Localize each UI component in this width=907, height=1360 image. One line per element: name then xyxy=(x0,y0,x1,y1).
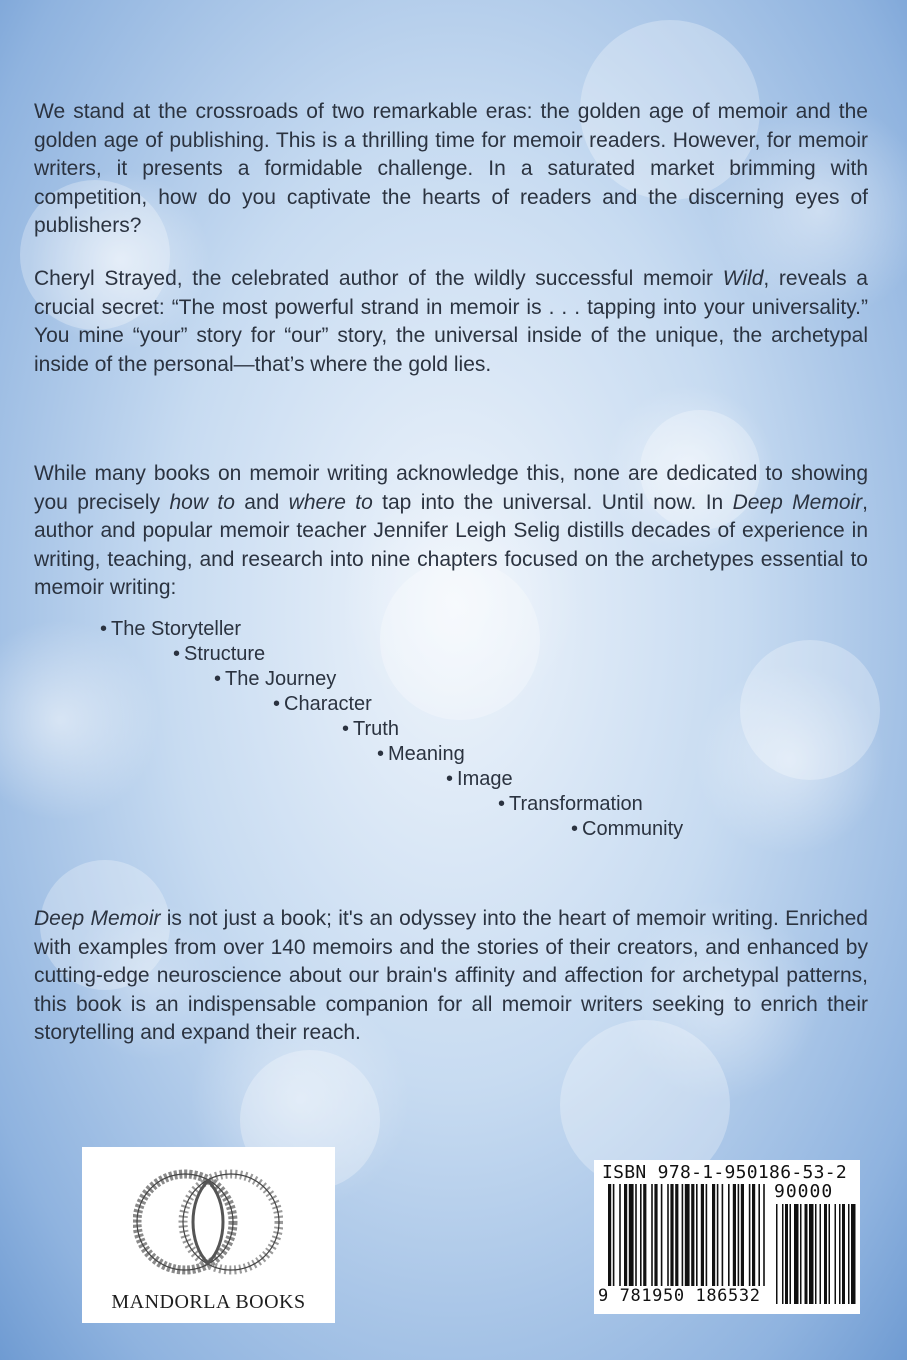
barcode-bar xyxy=(728,1184,730,1286)
barcode-bar xyxy=(820,1204,822,1304)
bullet-icon: • xyxy=(173,643,181,665)
publisher-logo xyxy=(82,1147,335,1323)
barcode-bar xyxy=(651,1184,653,1286)
bullet-icon: • xyxy=(498,793,506,815)
strayed-paragraph xyxy=(34,265,868,379)
barcode-bar xyxy=(752,1184,755,1286)
where-to-emphasis: where to xyxy=(288,490,373,514)
barcode-bar xyxy=(848,1204,850,1304)
barcode-bar xyxy=(763,1184,765,1286)
price-code: 90000 xyxy=(774,1181,834,1202)
p3-text-b: tap into the universal. Until now. In xyxy=(372,490,733,514)
wild-title: Wild xyxy=(722,267,764,290)
barcode-bar xyxy=(815,1204,817,1304)
archetype-item: • Community xyxy=(571,818,684,840)
ean-number: 9 781950 186532 xyxy=(598,1286,761,1306)
barcode-bar xyxy=(691,1184,694,1286)
bullet-icon: • xyxy=(214,668,222,690)
mandorla-icon xyxy=(133,1155,283,1290)
barcode-bar xyxy=(824,1204,827,1304)
isbn-number: ISBN 978-1-950186-53-2 xyxy=(602,1162,848,1183)
archetype-item: • Truth xyxy=(342,718,399,740)
p3-text-c: , author and popular memoir teacher Jennifer Leigh Selig distills decades of experience in writing, teaching, and research into nine chapters focused on the archetypes essential to memoir writing: xyxy=(34,490,868,599)
publisher-name: MANDORLA BOOKS xyxy=(111,1291,306,1313)
closing-paragraph xyxy=(34,905,868,1048)
archetype-item: • The Storyteller xyxy=(100,618,242,640)
bullet-icon: • xyxy=(571,818,579,840)
archetype-item: • The Journey xyxy=(214,668,337,690)
barcode-bar xyxy=(782,1204,784,1304)
barcode-bar xyxy=(839,1204,841,1304)
p3-text-a: While many books on memoir writing acknowledge this, none are dedicated to showing you precisely xyxy=(34,462,868,514)
barcode-bar xyxy=(608,1184,611,1286)
barcode-bar xyxy=(722,1184,724,1286)
barcode-bar xyxy=(643,1184,646,1286)
barcode-bar xyxy=(741,1184,744,1286)
barcode-bar xyxy=(675,1184,678,1286)
barcode-bar xyxy=(685,1184,690,1286)
barcode-bar xyxy=(733,1184,736,1286)
barcode-bar xyxy=(835,1204,837,1304)
barcode-bar xyxy=(712,1184,715,1286)
barcode-bar xyxy=(809,1204,814,1304)
barcode-bar xyxy=(706,1184,708,1286)
barcode-bar xyxy=(851,1204,856,1304)
p4-text: is not just a book; it's an odyssey into the heart of memoir writing. Enriched with examples from over 140 memoirs and the stories of their creators, and enhanced by cutting-edge neuroscience about our brain's affinity and affection for archetypal patterns, this book is an indispensable companion for all memoir writers seeking to enrich their storytelling and expand their reach. xyxy=(34,907,868,1044)
archetype-item: • Transformation xyxy=(498,793,643,815)
barcode-bar xyxy=(661,1184,663,1286)
barcode-bar xyxy=(842,1204,845,1304)
barcode-bar xyxy=(696,1184,698,1286)
archetypes-intro-paragraph xyxy=(34,460,868,603)
bullet-icon: • xyxy=(377,743,385,765)
deep-memoir-title: Deep Memoir xyxy=(732,490,863,514)
p3-and: and xyxy=(234,490,289,514)
barcode-bar xyxy=(667,1184,669,1286)
deep-memoir-title: Deep Memoir xyxy=(34,907,161,930)
barcode-bar xyxy=(829,1204,831,1304)
barcode-bar xyxy=(640,1184,642,1286)
bullet-icon: • xyxy=(342,718,350,740)
barcode-bar xyxy=(738,1184,740,1286)
p2-text-a: Cheryl Strayed, the celebrated author of the wildly successful memoir xyxy=(34,267,723,290)
bokeh-light xyxy=(740,640,880,780)
barcode-bar xyxy=(776,1204,778,1304)
barcode-bar xyxy=(790,1204,792,1304)
barcode-bar xyxy=(805,1204,808,1304)
barcode-bar xyxy=(635,1184,637,1286)
barcode-bar xyxy=(613,1184,615,1286)
barcode-bar xyxy=(794,1204,799,1304)
intro-paragraph: We stand at the crossroads of two remarkable eras: the golden age of memoir and the golden age of publishing. This is a thrilling time for memoir readers. However, for memoir writers, it presents a formidable challenge. In a saturated market brimming with competition, how do you captivate the hearts of readers and the discerning eyes of publishers? xyxy=(34,100,868,237)
barcode-bar xyxy=(785,1204,788,1304)
isbn-barcode xyxy=(594,1160,860,1314)
barcode-bar xyxy=(629,1184,634,1286)
archetype-item: • Character xyxy=(273,693,372,715)
p2-text-b: , reveals a crucial secret: “The most powerful strand in memoir is . . . tapping into your universality.” You mine “your” story for “our” story, the universal inside of the unique, the archetypal inside of the personal—that’s where the gold lies. xyxy=(34,267,868,376)
bullet-icon: • xyxy=(100,618,108,640)
bullet-icon: • xyxy=(446,768,454,790)
barcode-bar xyxy=(682,1184,684,1286)
how-to-emphasis: how to xyxy=(169,490,235,514)
barcode-bar xyxy=(800,1204,802,1304)
barcode-bar xyxy=(758,1184,760,1286)
archetype-item: • Structure xyxy=(173,643,266,665)
bullet-icon: • xyxy=(273,693,281,715)
barcode-bar xyxy=(749,1184,751,1286)
archetype-item: • Meaning xyxy=(377,743,465,765)
barcode-bar xyxy=(717,1184,719,1286)
barcode-bar xyxy=(624,1184,627,1286)
barcode-bar xyxy=(670,1184,673,1286)
archetype-item: • Image xyxy=(446,768,513,790)
barcode-bar xyxy=(654,1184,657,1286)
barcode-bar xyxy=(701,1184,704,1286)
barcode-bar xyxy=(619,1184,621,1286)
